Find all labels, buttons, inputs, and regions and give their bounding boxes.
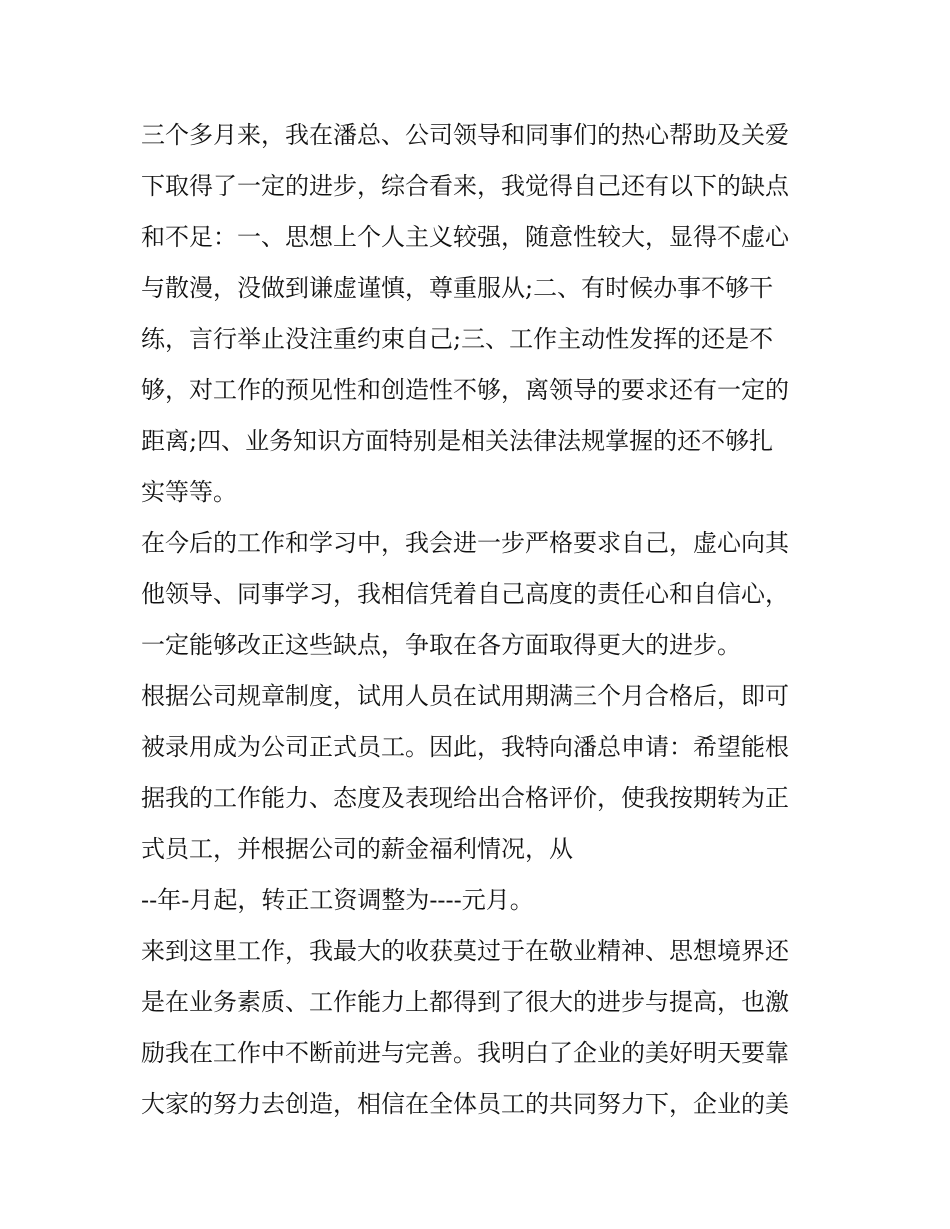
paragraph-reflection — [141, 926, 813, 1130]
text-line: 够，对工作的预见性和创造性不够，离领导的要求还有一定的 — [141, 376, 789, 404]
text-line: 下取得了一定的进步，综合看来，我觉得自己还有以下的缺点 — [141, 172, 789, 200]
text-line: 据我的工作能力、态度及表现给出合格评价，使我按期转为正 — [141, 784, 789, 812]
text-line: 励我在工作中不断前进与完善。我明白了企业的美好明天要靠 — [141, 1039, 789, 1067]
text-line: 大家的努力去创造，相信在全体员工的共同努力下，企业的美 — [141, 1090, 789, 1118]
document-body — [141, 110, 813, 1130]
text-line: 距离;四、业务知识方面特别是相关法律法规掌握的还不够扎 — [141, 427, 774, 455]
text-line: 练，言行举止没注重约束自己;三、工作主动性发挥的还是不 — [141, 325, 774, 353]
text-line: 式员工，并根据公司的薪金福利情况，从 — [141, 835, 573, 863]
text-line: 是在业务素质、工作能力上都得到了很大的进步与提高，也激 — [141, 988, 789, 1016]
text-line: 被录用成为公司正式员工。因此，我特向潘总申请：希望能根 — [141, 733, 789, 761]
text-line: 在今后的工作和学习中，我会进一步严格要求自己，虚心向其 — [141, 529, 789, 557]
paragraph-salary-adjustment — [141, 875, 813, 926]
text-line: 与散漫，没做到谦虚谨慎，尊重服从;二、有时候办事不够干 — [141, 274, 774, 302]
paragraph-application — [141, 671, 813, 875]
paragraph-self-assessment — [141, 110, 813, 518]
paragraph-future-plans — [141, 518, 813, 671]
text-line: 来到这里工作，我最大的收获莫过于在敬业精神、思想境界还 — [141, 937, 789, 965]
text-line: 和不足：一、思想上个人主义较强，随意性较大，显得不虚心 — [141, 223, 789, 251]
text-line: 一定能够改正这些缺点，争取在各方面取得更大的进步。 — [141, 631, 741, 659]
text-line: 他领导、同事学习，我相信凭着自己高度的责任心和自信心， — [141, 580, 789, 608]
text-line: 根据公司规章制度，试用人员在试用期满三个月合格后，即可 — [141, 682, 789, 710]
text-line: 实等等。 — [141, 478, 237, 506]
text-line: --年-月起，转正工资调整为----元月。 — [141, 886, 534, 914]
text-line: 三个多月来，我在潘总、公司领导和同事们的热心帮助及关爱 — [141, 121, 789, 149]
